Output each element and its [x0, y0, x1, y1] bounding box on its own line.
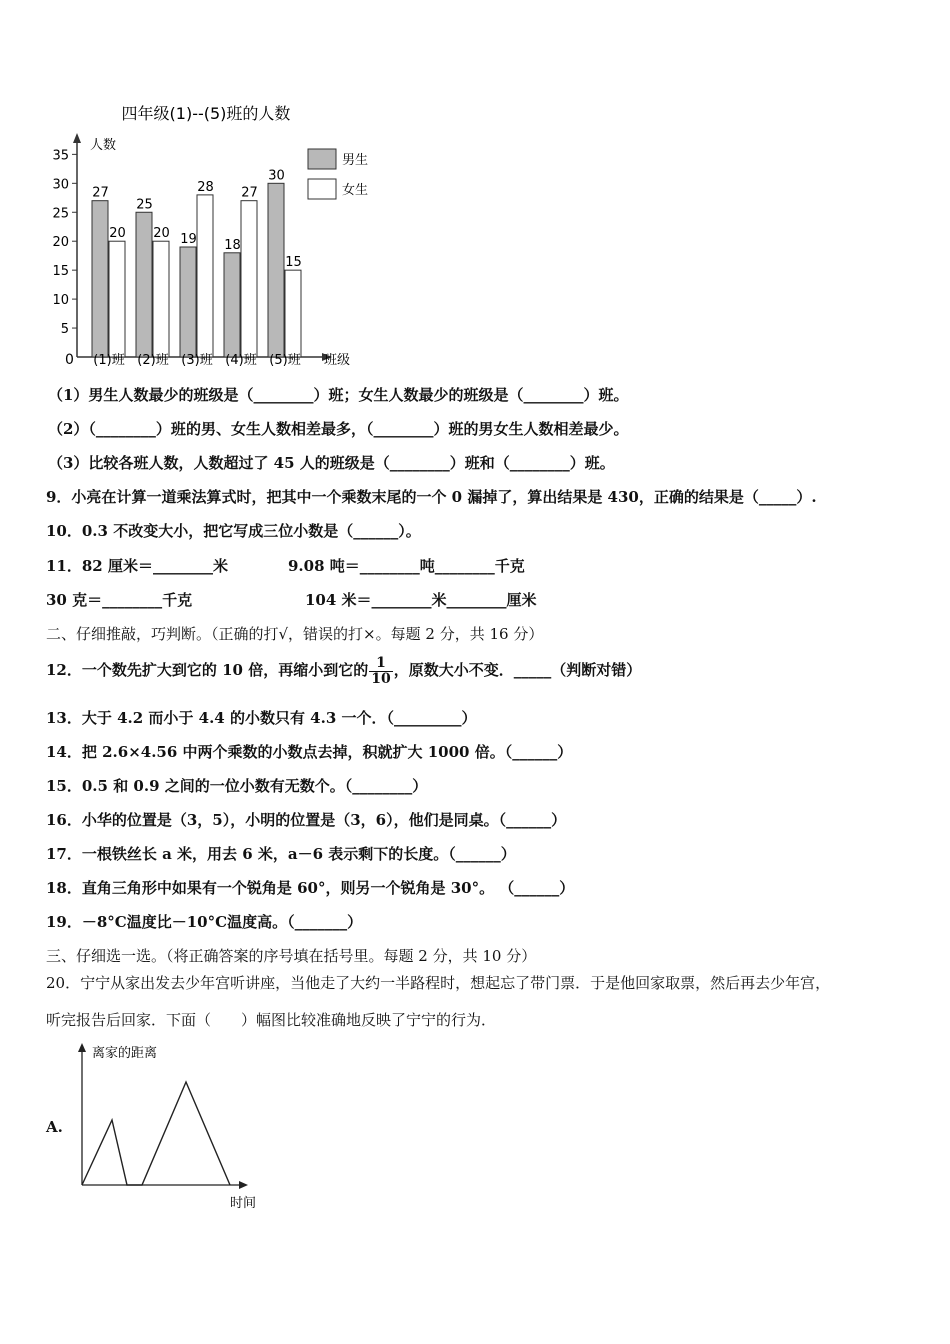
class-size-bar-chart — [38, 95, 378, 377]
graph-x-label: 时间 — [230, 1196, 257, 1211]
x-category-label: (5)班 — [269, 353, 301, 368]
question-12 — [46, 655, 641, 687]
legend-swatch-female — [308, 179, 336, 199]
y-tick-label: 15 — [52, 264, 69, 280]
y-axis-label: 人数 — [90, 138, 117, 153]
bar-value-label: 30 — [268, 168, 285, 184]
bar-female-class-2 — [153, 241, 169, 357]
option-a-graph — [70, 1040, 270, 1215]
graph-y-label: 离家的距离 — [92, 1046, 158, 1061]
x-category-label: (4)班 — [225, 353, 257, 368]
bar-male-class-2 — [136, 212, 152, 357]
bar-value-label: 15 — [285, 255, 302, 271]
bar-value-label: 18 — [224, 237, 241, 253]
x-category-label: (1)班 — [93, 353, 125, 368]
y-tick-label: 20 — [52, 235, 69, 251]
fraction-numerator: 1 — [369, 656, 392, 672]
bar-male-class-5 — [268, 183, 284, 357]
bar-value-label: 20 — [153, 226, 170, 242]
graph-x-arrow — [239, 1181, 248, 1189]
question-20-line-2: 听完报告后回家．下面（ ）幅图比较准确地反映了宁宁的行为． — [46, 1011, 497, 1029]
fraction-denominator: 10 — [371, 670, 391, 687]
x-axis-label: 班级 — [324, 353, 351, 368]
question-12-text-pre: 12．一个数先扩大到它的 10 倍，再缩小到它的 — [46, 661, 369, 679]
x-category-label: (2)班 — [137, 353, 169, 368]
question-17: 17．一根铁丝长 a 米，用去 6 米，a－6 表示剩下的长度。（______） — [46, 845, 516, 863]
question-11-b: 9.08 吨＝________吨________千克 — [288, 557, 525, 575]
question-12-text-post: ，原数大小不变．_____（判断对错） — [393, 661, 642, 679]
legend-label-male: 男生 — [342, 153, 369, 168]
bar-value-label: 25 — [136, 197, 153, 213]
bar-male-class-3 — [180, 247, 196, 357]
bar-value-label: 19 — [180, 232, 197, 247]
question-11-a: 11．82 厘米＝________米 — [46, 557, 228, 575]
y-axis-arrow — [73, 133, 81, 143]
question-16: 16．小华的位置是（3，5），小明的位置是（3，6），他们是同桌。（______） — [46, 811, 567, 829]
option-a-label: A. — [46, 1118, 63, 1136]
legend-label-female: 女生 — [342, 183, 369, 198]
bar-value-label: 28 — [197, 179, 214, 195]
question-18: 18．直角三角形中如果有一个锐角是 60°，则另一个锐角是 30°。 （______） — [46, 879, 575, 897]
question-8-2: （2）（________）班的男、女生人数相差最多，（________）班的男女生人数相差最少。 — [48, 420, 629, 438]
bar-female-class-4 — [241, 201, 257, 357]
question-9: 9．小亮在计算一道乘法算式时，把其中一个乘数末尾的一个 0 漏掉了，算出结果是 430，正确的结果是（_____）. — [46, 488, 817, 506]
question-11-c: 30 克＝________千克 — [46, 591, 193, 609]
question-8-3: （3）比较各班人数，人数超过了 45 人的班级是（________）班和（________）班。 — [48, 454, 615, 472]
question-13: 13．大于 4.2 而小于 4.4 的小数只有 4.3 一个．（_________） — [46, 709, 477, 727]
bar-female-class-5 — [285, 270, 301, 357]
section-2-heading: 二、仔细推敲，巧判断。（正确的打√，错误的打×。每题 2 分，共 16 分） — [46, 625, 544, 643]
bar-male-class-4 — [224, 253, 240, 357]
y-tick-label: 5 — [60, 322, 69, 338]
question-11-d: 104 米＝________米________厘米 — [305, 591, 537, 609]
x-category-label: (3)班 — [181, 353, 213, 368]
bar-value-label: 20 — [109, 226, 126, 242]
bar-male-class-1 — [92, 201, 108, 357]
fraction-one-tenth — [369, 656, 392, 687]
legend-swatch-male — [308, 149, 336, 169]
chart-title: 四年级(1)--(5)班的人数 — [121, 104, 291, 123]
question-10: 10．0.3 不改变大小，把它写成三位小数是（______）。 — [46, 522, 421, 540]
graph-y-arrow — [78, 1043, 86, 1052]
question-20-line-1: 20．宁宁从家出发去少年宫听讲座，当他走了大约一半路程时，想起忘了带门票．于是他回家取票，然后再去少年宫， — [46, 974, 831, 992]
y-tick-label: 30 — [52, 177, 69, 193]
bar-value-label: 27 — [92, 185, 109, 201]
graph-trip-path — [82, 1082, 230, 1185]
section-3-heading: 三、仔细选一选。（将正确答案的序号填在括号里。每题 2 分，共 10 分） — [46, 947, 537, 965]
question-19: 19．－8°C温度比－10°C温度高。（_______） — [46, 913, 363, 931]
y-tick-label: 25 — [52, 206, 69, 222]
origin-label: 0 — [65, 352, 74, 368]
bar-value-label: 27 — [241, 185, 258, 201]
y-tick-label: 35 — [52, 148, 69, 164]
question-15: 15．0.5 和 0.9 之间的一位小数有无数个。（________） — [46, 777, 428, 795]
bar-female-class-3 — [197, 195, 213, 357]
question-8-1: （1）男生人数最少的班级是（________）班；女生人数最少的班级是（________）班。 — [48, 386, 629, 404]
question-14: 14．把 2.6×4.56 中两个乘数的小数点去掉，积就扩大 1000 倍。（______） — [46, 743, 573, 761]
bar-female-class-1 — [109, 241, 125, 357]
y-tick-label: 10 — [52, 293, 69, 309]
